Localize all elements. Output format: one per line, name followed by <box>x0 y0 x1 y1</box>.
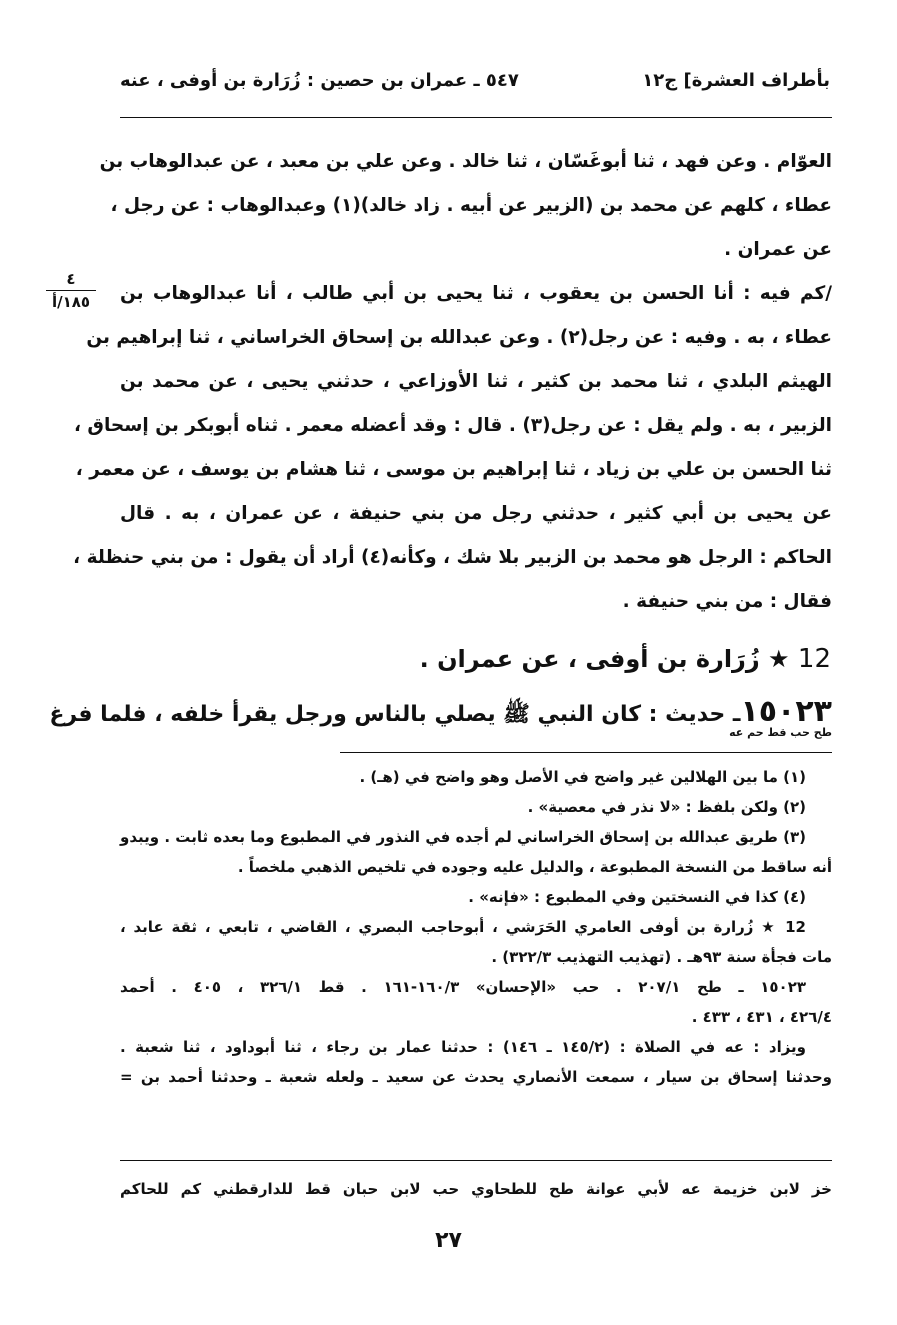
footnote: 12 ★ زُرارة بن أوفى العامري الحَرَشي ، أبوحاجب البصري ، القاضي ، تابعي ، ثقة عابد ، <box>120 918 806 936</box>
hadith-number: ١٥٠٢٣ <box>740 694 832 729</box>
star-icon: ★ <box>759 645 790 673</box>
text-line: الحاكم : الرجل هو محمد بن الزبير بلا شك ، وكأنه(٤) أراد أن يقول : من بني حنظلة ، <box>73 547 832 568</box>
text-line: فقال : من بني حنيفة . <box>622 591 832 612</box>
legend-rule <box>120 1160 832 1161</box>
footnote: (١) ما بين الهلالين غير واضح في الأصل وهو واضح في (هـ) . <box>359 768 806 786</box>
sigla-item: حب لابن حبان <box>342 1180 460 1198</box>
margin-folio: ١٨٥/أ <box>51 293 91 311</box>
sigla-item: خز لابن خزيمة <box>712 1180 832 1198</box>
sigla-legend <box>120 1176 832 1202</box>
header-rule <box>120 117 832 118</box>
footnote: ويزاد : عه في الصلاة : (١٤٥/٢ ـ ١٤٦) : حدثنا عمار بن رجاء ، ثنا أبوداود ، ثنا شعبة . <box>120 1038 806 1056</box>
footnote: مات فجأة سنة ٩٣هـ . (تهذيب التهذيب ٣٢٢/٣) . <box>491 948 832 966</box>
sigla-item: طح للطحاوي <box>471 1180 574 1198</box>
text-line: عن يحيى بن أبي كثير ، حدثني رجل من بني حنيفة ، عن عمران ، به . قال <box>120 503 832 524</box>
hadith-sigla: طح حب قط حم عه <box>729 726 832 739</box>
sigla-item: كم للحاكم <box>120 1180 202 1198</box>
section-heading <box>120 636 831 682</box>
hadith-text: ـ حديث : كان النبي ﷺ يصلي بالناس ورجل يقرأ خلفه ، فلما فرغ <box>49 702 741 727</box>
page-number: ٢٧ <box>435 1228 462 1253</box>
hadith-line <box>49 692 832 735</box>
hadith-entry <box>49 692 832 746</box>
sigla-item: عه لأبي عوانة <box>585 1180 701 1198</box>
text-line: عطاء ، به . وفيه : عن رجل(٢) . وعن عبدالله بن إسحاق الخراساني ، ثنا إبراهيم بن <box>86 327 832 348</box>
text-line: عن عمران . <box>724 239 832 260</box>
section-number: 12 <box>797 644 831 674</box>
footnote: وحدثنا إسحاق بن سيار ، سمعت الأنصاري يحدث عن سعيد ـ ولعله شعبة ـ وحدثنا أحمد بن = <box>120 1068 832 1086</box>
section-title: زُرَارة بن أوفى ، عن عمران . <box>419 645 760 673</box>
footnote: ١٥٠٢٣ ـ طح ٢٠٧/١ . حب «الإحسان» ١٦٠/٣-١٦١ . قط ٣٢٦/١ ، ٤٠٥ . أحمد <box>120 978 807 996</box>
footnote: (٤) كذا في النسختين وفي المطبوع : «فإنه» . <box>468 888 806 906</box>
header-left: ٥٤٧ ـ عمران بن حصين : زُرَارة بن أوفى ، عنه <box>120 70 519 91</box>
sigla-item: قط للدارقطني <box>213 1180 331 1198</box>
footnote: ٤٢٦/٤ ، ٤٣١ ، ٤٣٣ . <box>691 1008 832 1026</box>
margin-number: ٤ <box>66 270 76 288</box>
running-header <box>120 70 830 106</box>
text-line: الزبير ، به . ولم يقل : عن رجل(٣) . قال : وقد أعضله معمر . ثناه أبوبكر بن إسحاق ، <box>73 415 832 436</box>
header-right: بأطراف العشرة] ج١٢ <box>642 70 830 91</box>
text-line: الهيثم البلدي ، ثنا محمد بن كثير ، ثنا الأوزاعي ، حدثني يحيى ، عن محمد بن <box>120 371 832 392</box>
footnote: (٣) طريق عبدالله بن إسحاق الخراساني لم أجده في النذور في المطبوع وما بعده ثابت . ويبدو <box>120 828 806 846</box>
text-line: ثنا الحسن بن علي بن زياد ، ثنا إبراهيم بن موسى ، ثنا هشام بن يوسف ، عن معمر ، <box>75 459 832 480</box>
margin-note <box>36 270 106 311</box>
footnote: (٢) ولكن بلفظ : «لا نذر في معصية» . <box>527 798 806 816</box>
text-line: العوّام . وعن فهد ، ثنا أبوغَسّان ، ثنا خالد . وعن علي بن معبد ، عن عبدالوهاب بن <box>99 151 832 172</box>
text-line: عطاء ، كلهم عن محمد بن (الزبير عن أبيه . زاد خالد)(١) وعبدالوهاب : عن رجل ، <box>110 195 832 216</box>
main-text <box>73 140 832 624</box>
footnote-rule <box>340 752 832 753</box>
text-line: /كم فيه : أنا الحسن بن يعقوب ، ثنا يحيى بن أبي طالب ، أنا عبدالوهاب بن <box>120 283 832 304</box>
footnotes <box>120 762 832 1092</box>
margin-divider <box>46 290 96 291</box>
footnote: أنه ساقط من النسخة المطبوعة ، والدليل عليه وجوده في تلخيص الذهبي ملخصاً . <box>237 858 832 876</box>
